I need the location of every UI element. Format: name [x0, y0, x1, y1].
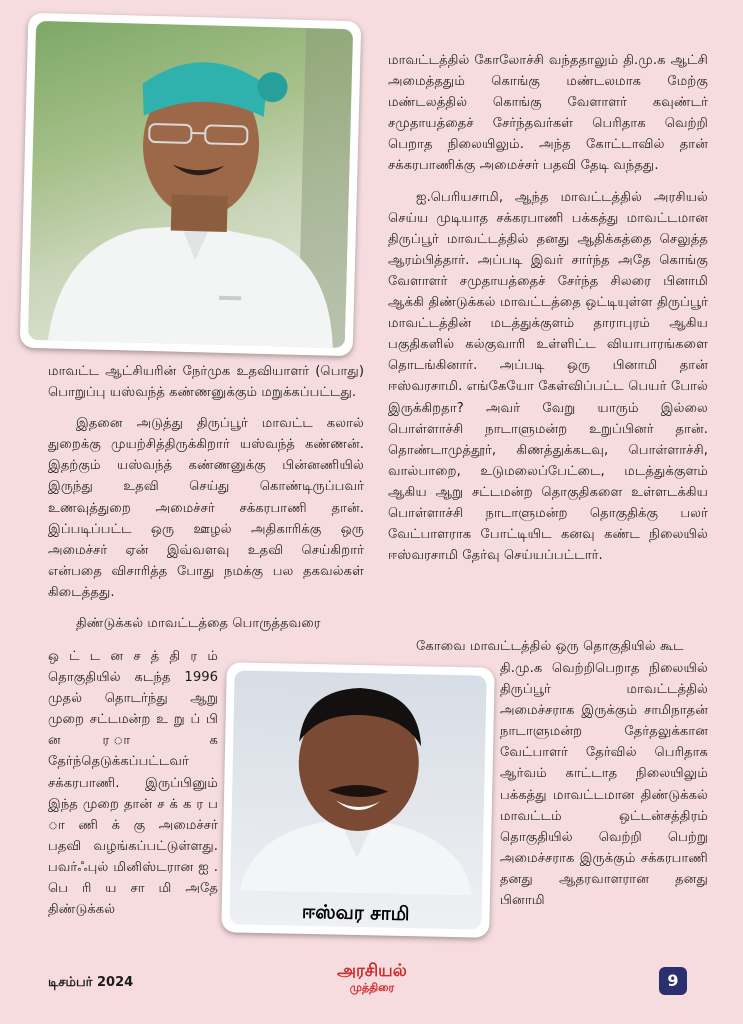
photo-frame-portrait-2 [221, 662, 495, 938]
article-column-left [48, 361, 364, 644]
issue-date: டிசம்பர் 2024 [48, 975, 134, 990]
paragraph: தி.மு.க வெற்றிபெறாத நிலையில் திருப்பூர் மாவட்டத்தில் அமைச்சராக இருக்கும் சாமிநாதன் நாடாளுமன்ற தேர்தலுக்கான வேட்பாளர் தேர்வில் பெரிதாக ஆர்வம் காட்டாத நிலையிலும் பக்கத்து மாவட்டமான திண்டுக்கல் மாவட்டம் ஒட்டன்சத்திரம் தொகுதியில் வெற்றி பெற்று அமைச்சராக இருக்கும் சக்கரபாணி தனது ஆதரவாளரான தனது பினாமி [500, 661, 708, 909]
article-column-left-narrow [48, 646, 218, 930]
magazine-logo [322, 962, 422, 994]
paragraph: ஐ.பெரியசாமி, ஆந்த மாவட்டத்தில் அரசியல் செய்ய முடியாத சக்கரபாணி பக்கத்து மாவட்டமான திருப்பூர் மாவட்டத்தில் தனது ஆதிக்கத்தை செலுத்த ஆரம்பித்தார். அப்படி இவர் சார்ந்த அதே கொங்கு வேளாளர் சமுதாயத்தைச் சேர்ந்த சிலரை பினாமி ஆக்கி திண்டுக்கல் மாவட்டத்தை ஒட்டியுள்ள திருப்பூர் மாவட்டத்தின் மடத்துக்குளம் தாராபுரம் ஆகிய பகுதிகளில் கல்குவாரி உள்ளிட்ட வியாபாரங்களை தொடங்கினார். அப்படி ஒரு பினாமி தான் ஈஸ்வரசாமி. எங்கேயோ கேள்விப்பட்ட பெயர் போல் இருக்கிறதா? அவர் வேறு யாரும் இல்லை பொள்ளாச்சி நாடாளுமன்ற உறுப்பினர் தான். தொண்டாமுத்தூர், கிணத்துக்கடவு, பொள்ளாச்சி, வால்பாறை, உடுமலைப்பேட்டை, மடத்துக்குளம் ஆகிய ஆறு சட்டமன்ற தொகுதிகளை உள்ளடக்கிய பொள்ளாச்சி நாடாளுமன்ற தொகுதிக்கு பலர் வேட்பாளராக போட்டியிட கனவு கண்ட நிலையில் ஈஸ்வரசாமி தேர்வு செய்யப்பட்டார். [388, 189, 708, 564]
article-column-right-narrow [500, 658, 708, 921]
logo-line-1: அரசியல் [337, 961, 407, 981]
portrait-man-mustache-icon [230, 670, 487, 895]
paragraph: மாவட்ட ஆட்சியரின் நேர்முக உதவியாளர் (பொது) பொறுப்பு யஸ்வந்த் கண்ணனுக்கும் மறுக்கப்பட்டது. [48, 364, 364, 401]
photo-frame-portrait-1 [20, 13, 362, 357]
paragraph: மாவட்டத்தில் கோலோச்சி வந்ததாலும் தி.மு.க ஆட்சி அமைத்ததும் கொங்கு மண்டலமாக மேற்கு மண்டலத்தில் கொங்கு வேளாளர் கவுண்டர் சமுதாயத்தைச் சேர்ந்தவர்கள் பெரிதாக வெற்றி பெறாத நிலையிலும். அந்த கோட்டாவில் தான் சக்கரபாணிக்கு அமைச்சர் பதவி தேடி வந்தது. [388, 53, 708, 174]
portrait-photo-2 [229, 670, 486, 929]
portrait-man-turban-icon [28, 21, 353, 348]
logo-line-2: முத்திரை [349, 981, 395, 994]
portrait-photo-1 [28, 21, 353, 348]
paragraph: திண்டுக்கல் மாவட்டத்தை பொருத்தவரை [76, 616, 321, 632]
page-number-badge: 9 [659, 967, 687, 995]
paragraph: கோவை மாவட்டத்தில் ஒரு தொகுதியில் கூட [416, 639, 684, 654]
paragraph: ஒ ட் ட ன ச த் தி ர ம் தொகுதியில் கடந்த 1996 முதல் தொடர்ந்து ஆறு முறை சட்டமன்ற உ று ப் பி ன ர ா க தேர்ந்தெடுக்கப்பட்டவர் சக்கரபாணி. இருப்பினும் இந்த முறை தான் ச க் க ர ப ா ணி க் கு அமைச்சர் பதவி வழங்கப்பட்டுள்ளது. பவர்ஃபுல் மினிஸ்டரான ஐ . பெ ரி ய சா மி அதே திண்டுக்கல் [48, 649, 218, 918]
article-column-right-top [388, 50, 708, 576]
photo-caption: ஈஸ்வர சாமி [301, 900, 410, 926]
paragraph: இதனை அடுத்து திருப்பூர் மாவட்ட கலால் துறைக்கு முயற்சித்திருக்கிறார் யஸ்வந்த் கண்ணன். இதற்கும் யஸ்வந்த் கண்ணனுக்கு பின்னணியில் இருந்து உதவி செய்து கொண்டிருப்பவர் உணவுத்துறை அமைச்சர் சக்கரபாணி தான். இப்படிப்பட்ட ஒரு ஊழல் அதிகாரிக்கு ஒரு அமைச்சர் ஏன் இவ்வளவு உதவி செய்கிறார் என்பதை விசாரித்த போது நமக்கு பல தகவல்கள் கிடைத்தது. [48, 416, 364, 600]
